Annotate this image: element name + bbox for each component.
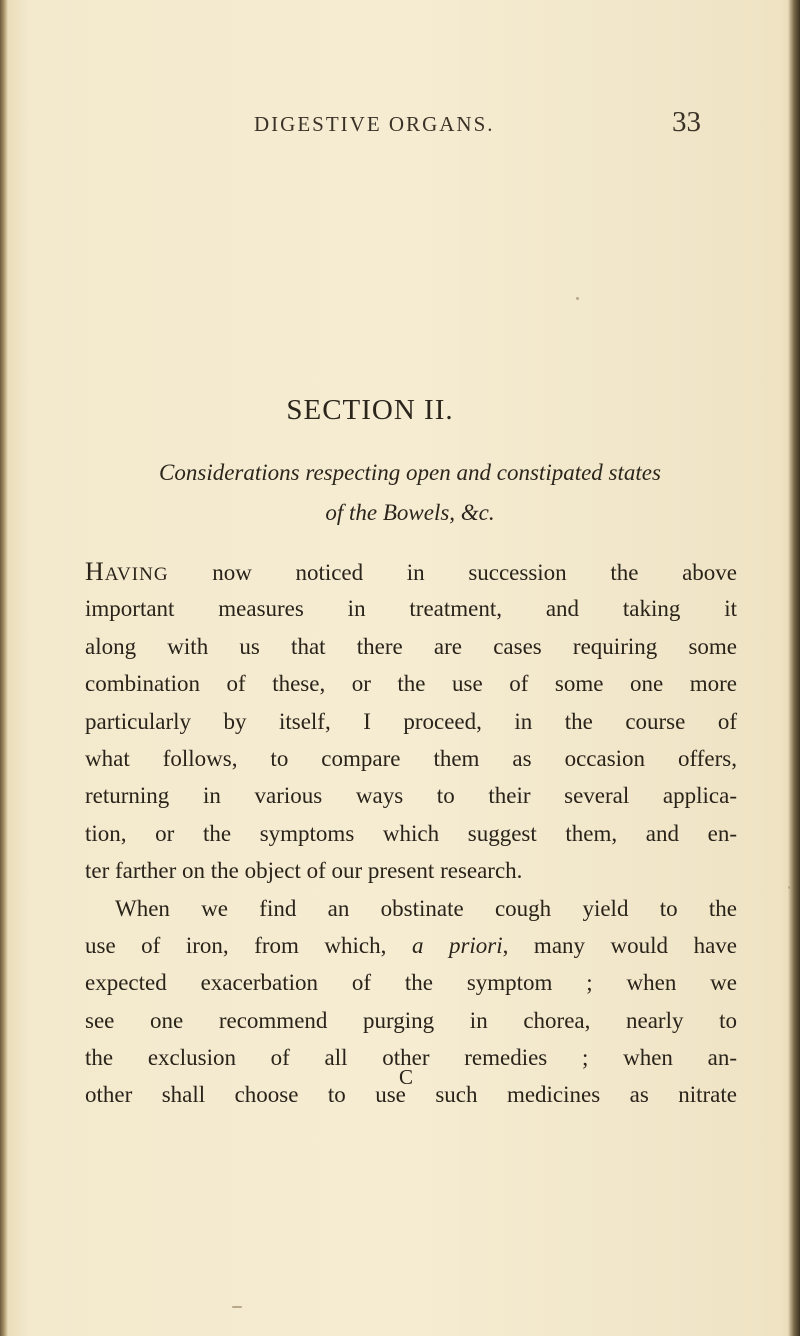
page-number: 33 — [672, 106, 701, 138]
text-line-5: particularly by itself, I proceed, in the course of — [85, 708, 737, 734]
line-text: now noticed in succession the above — [168, 560, 737, 585]
text-line-3: along with us that there are cases requiring some — [85, 633, 737, 659]
subtitle-line-2: of the Bowels, &c. — [325, 500, 495, 525]
section-title: SECTION II. — [286, 394, 454, 426]
line-text: , many would have — [502, 932, 738, 958]
text-line-13: see one recommend purging in chorea, nearly to — [85, 1007, 737, 1033]
paper-speck — [576, 297, 579, 300]
text-line-14: the exclusion of all other remedies ; when an- — [85, 1045, 737, 1071]
section-subtitle — [80, 453, 740, 533]
paper-speck — [232, 1306, 242, 1308]
body-text — [85, 553, 737, 1114]
paper-speck — [788, 886, 791, 889]
drop-small-cap: H — [85, 557, 105, 586]
page-right-edge — [788, 0, 800, 1336]
subtitle-line-1: Considerations respecting open and constipated states — [159, 460, 661, 485]
text-line-2: important measures in treatment, and taking it — [85, 596, 737, 622]
running-head: DIGESTIVE ORGANS. — [254, 112, 495, 136]
italic-phrase: a priori — [411, 932, 503, 958]
small-caps-word: AVING — [104, 564, 169, 585]
text-line-9: ter farther on the object of our present research. — [85, 858, 523, 884]
text-line-7: returning in various ways to their several applica- — [85, 783, 737, 809]
signature-mark: C — [398, 1065, 413, 1089]
text-line-6: what follows, to compare them as occasion offers, — [85, 745, 737, 771]
text-line-8: tion, or the symptoms which suggest them, and en- — [85, 820, 737, 846]
text-line-10: When we find an obstinate cough yield to the — [115, 895, 737, 921]
text-line-1 — [85, 553, 737, 590]
text-line-11 — [85, 927, 737, 964]
page-left-edge — [0, 0, 8, 1336]
page-header — [0, 106, 800, 152]
text-line-12: expected exacerbation of the symptom ; when we — [85, 970, 737, 996]
line-text: use of iron, from which, — [85, 932, 412, 958]
text-line-4: combination of these, or the use of some one more — [85, 671, 737, 697]
text-line-15: other shall choose to use such medicines as nitrate — [85, 1082, 737, 1108]
